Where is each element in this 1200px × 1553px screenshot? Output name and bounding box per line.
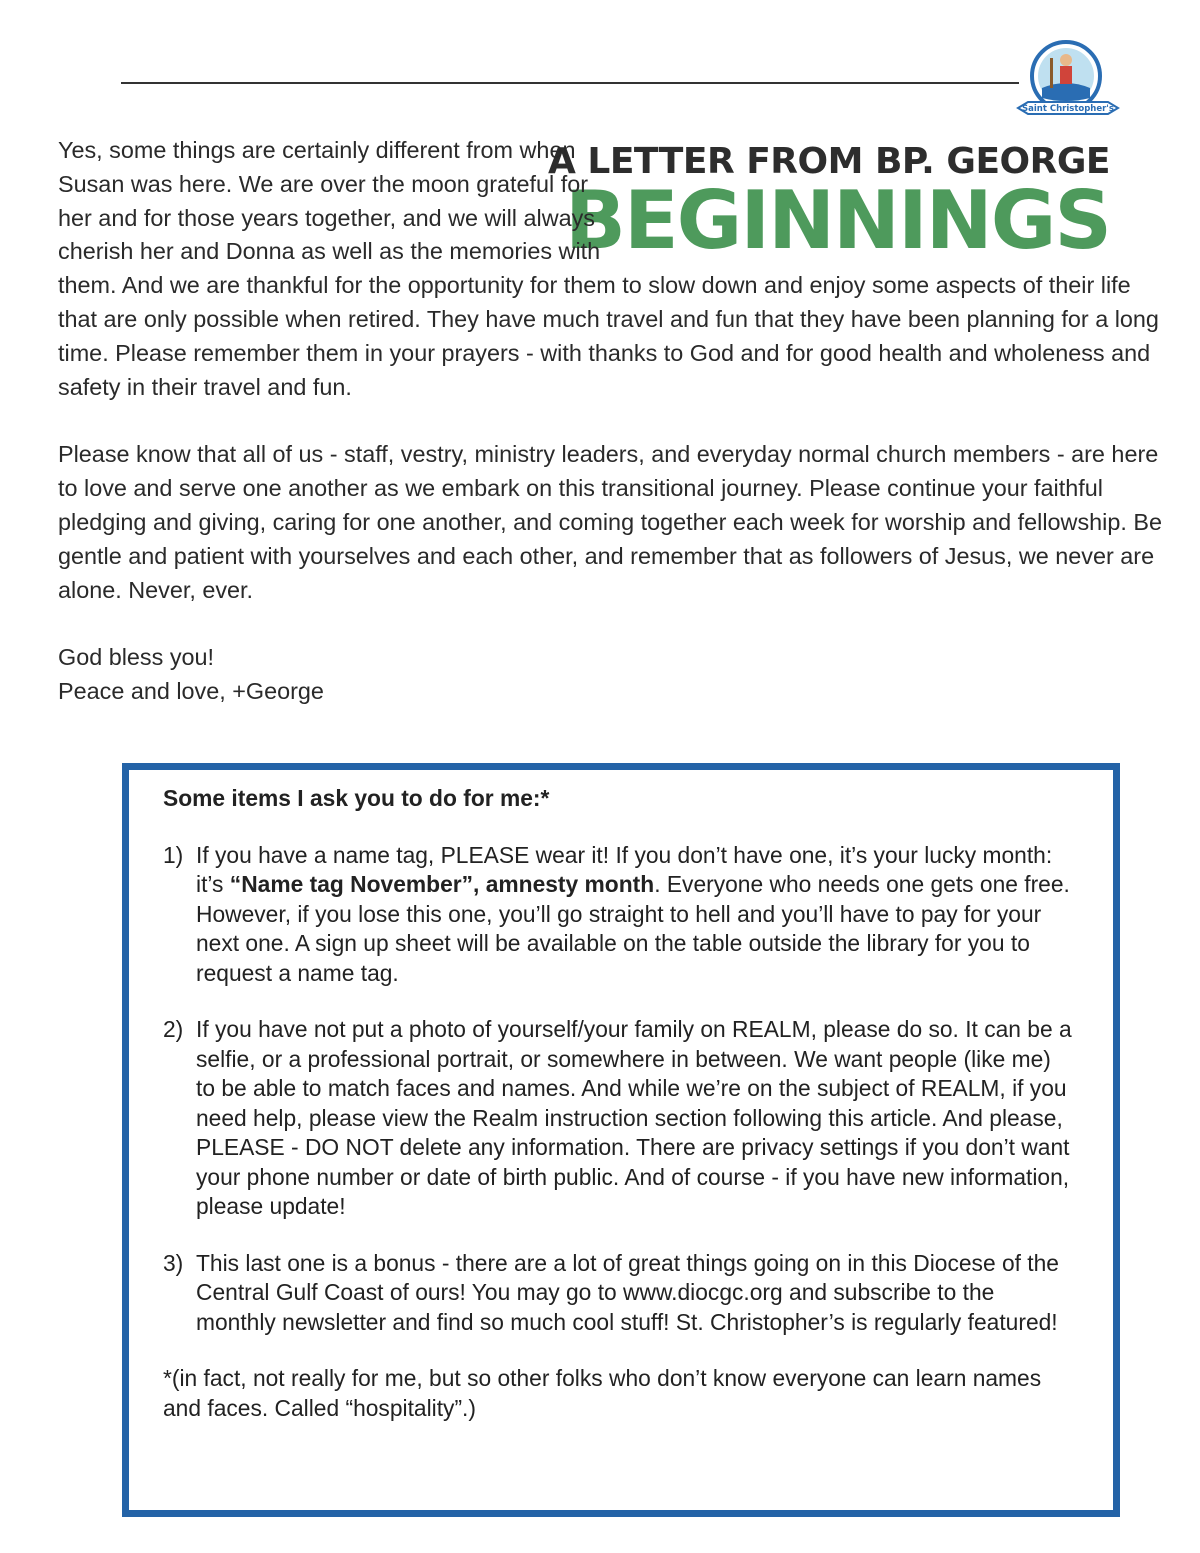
request-bold-text: “Name tag November”, amnesty month [229, 871, 655, 897]
letter-blessing: God bless you! [58, 644, 215, 671]
requests-footnote: *(in fact, not really for me, but so other folks who don’t know everyone can learn names and faces. Called “hospitality”.) [163, 1365, 1042, 1421]
request-text: If you have a name tag, PLEASE wear it! If you don’t have one, it’s your lucky month: it’s [196, 841, 1053, 897]
request-number: 3) [163, 1249, 184, 1276]
letter-kicker: A LETTER FROM BP. GEORGE [547, 141, 1110, 182]
saint-christophers-logo [1016, 38, 1120, 128]
svg-text:Saint Christopher's: Saint Christopher's [1022, 104, 1114, 114]
request-number: 1) [163, 841, 184, 868]
request-number: 2) [163, 1016, 184, 1042]
request-text: This last one is a bonus - there are a lot of great things going on in this Diocese of the Central Gulf Coast of ours! You may go to www.diocgc.org and subscribe to the monthly newsletter and find so much cool stuff! St. Christopher’s is regularly featured! [196, 1249, 1059, 1335]
letter-body [58, 134, 1168, 709]
letter-signoff: Peace and love, +George [58, 678, 324, 705]
letter-title: BEGINNINGS [565, 174, 1110, 267]
request-text: If you have not put a photo of yourself/your family on REALM, please do so. It can be a selfie, or a professional portrait, or somewhere in between. We want people (like me) to be able to match faces and names. And while we’re on the subject of REALM, if you need help, please view the Realm instruction section following this article. And please, PLEASE - DO NOT delete any information. There are privacy settings if you don’t want your phone number or date of birth public. And of course - if you have new information, please update! [196, 1016, 1072, 1219]
requests-box [122, 763, 1120, 1517]
header-rule [121, 82, 1019, 84]
request-item-3 [163, 1249, 1073, 1338]
requests-heading: Some items I ask you to do for me:* [163, 785, 550, 811]
letter-paragraph-1: Yes, some things are certainly different from when Susan was here. We are over the moon grateful for her and for those years together, and we will always cherish her and Donna as well as the memories with them. And we are thankful for the opportunity for them to slow down and enjoy some aspects of their life that are only possible when retired. They have much travel and fun that they have been planning for a long time. Please remember them in your prayers - with thanks to God and for good health and wholeness and safety in their travel and fun. [58, 137, 1159, 400]
letter-paragraph-2: Please know that all of us - staff, vestry, ministry leaders, and everyday normal church members - are here to love and serve one another as we embark on this transitional journey. Please continue your faithful pledging and giving, caring for one another, and coming together each week for worship and fellowship. Be gentle and patient with yourselves and each other, and remember that as followers of Jesus, we never are alone. Never, ever. [58, 441, 1162, 603]
request-item-1 [163, 841, 1073, 989]
request-text: . Everyone who needs one gets one free. However, if you lose this one, you’ll go straight to hell and you’ll have to pay for your next one. A sign up sheet will be available on the table outside the library for you to request a name tag. [196, 871, 1070, 986]
request-item-2 [163, 1015, 1073, 1222]
